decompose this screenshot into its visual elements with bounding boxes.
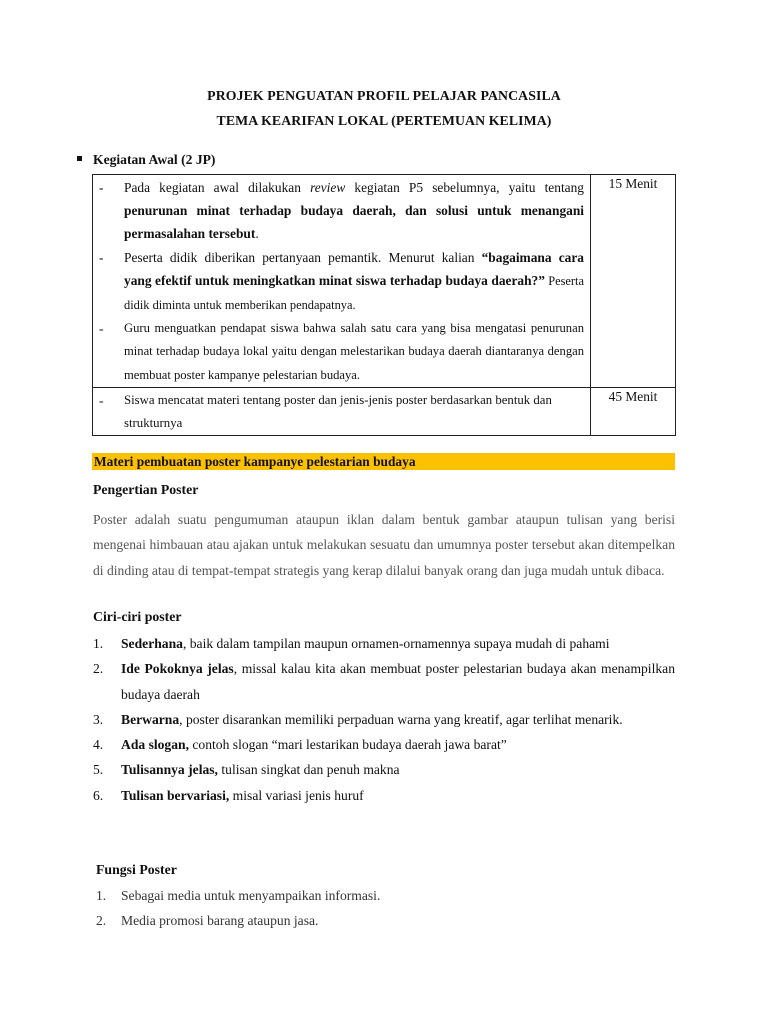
list-item bbox=[93, 631, 675, 656]
heading-fungsi-poster: Fungsi Poster bbox=[96, 862, 177, 877]
activity-item bbox=[99, 317, 584, 387]
duration-cell: 15 Menit bbox=[591, 175, 676, 388]
list-item bbox=[93, 783, 675, 808]
list-item bbox=[93, 757, 675, 782]
list-item-text: , poster disarankan memiliki perpaduan warna yang kreatif, agar terlihat menarik. bbox=[179, 711, 623, 727]
activity-table bbox=[92, 174, 676, 436]
fungsi-list bbox=[96, 884, 675, 933]
list-item bbox=[96, 909, 675, 934]
document-subtitle: TEMA KEARIFAN LOKAL (PERTEMUAN KELIMA) bbox=[216, 113, 552, 128]
list-number: 1. bbox=[93, 636, 104, 651]
list-item-text: tulisan singkat dan penuh makna bbox=[217, 762, 400, 778]
activity-text: Peserta didik diberikan pertanyaan pemantik. Menurut kalian bbox=[124, 249, 482, 265]
list-item-text: misal variasi jenis huruf bbox=[229, 787, 364, 803]
paragraph-pengertian: Poster adalah suatu pengumuman ataupun iklan dalam bentuk gambar ataupun tulisan yang berisi mengenai himbauan atau ajakan untuk melakukan sesuatu dan umumnya poster tersebut akan ditempelkan di dinding atau di tempat-tempat strategis yang kerap dilalui banyak orang dan juga mudah untuk dibaca. bbox=[93, 512, 675, 578]
list-item-bold: Berwarna bbox=[121, 711, 180, 727]
list-item bbox=[93, 732, 675, 757]
heading-pengertian-poster: Pengertian Poster bbox=[93, 482, 199, 497]
activity-text-italic: review bbox=[310, 180, 346, 195]
list-number: 3. bbox=[93, 711, 104, 727]
activity-description-cell bbox=[93, 175, 591, 388]
list-item-bold: Tulisannya jelas, bbox=[121, 762, 218, 778]
list-item-text: contoh slogan “mari lestarikan budaya daerah jawa barat” bbox=[189, 737, 507, 753]
activity-text-bold: “bagaimana cara yang efektif untuk meningkatkan minat siswa terhadap budaya daerah?” bbox=[124, 249, 584, 288]
list-item-text: , baik dalam tampilan maupun ornamen-ornamennya supaya mudah di pahami bbox=[182, 636, 610, 651]
list-dash: - bbox=[99, 249, 104, 265]
list-item-bold: Sederhana bbox=[121, 636, 183, 651]
list-item-text: Sebagai media untuk menyampaikan informasi. bbox=[121, 888, 381, 903]
section-heading-text: Kegiatan Awal (2 JP) bbox=[93, 152, 216, 167]
heading-ciri-poster: Ciri-ciri poster bbox=[93, 609, 182, 624]
activity-text: kegiatan P5 sebelumnya, yaitu tentang bbox=[345, 180, 584, 195]
table-row bbox=[93, 387, 676, 435]
activity-text: Siswa mencatat materi tentang poster dan jenis-jenis poster berdasarkan bentuk dan strukturnya bbox=[124, 392, 552, 431]
list-item-text: , missal kalau kita akan membuat poster pelestarian budaya akan menampilkan budaya daerah bbox=[121, 661, 675, 702]
highlighted-heading-materi: Materi pembuatan poster kampanye pelestarian budaya bbox=[92, 453, 675, 470]
list-item-bold: Ide Pokoknya jelas bbox=[121, 661, 234, 677]
activity-text-bold: penurunan minat terhadap budaya daerah, dan solusi untuk menangani permasalahan tersebut bbox=[124, 203, 584, 242]
document-title: PROJEK PENGUATAN PROFIL PELAJAR PANCASILA bbox=[207, 88, 561, 103]
activity-item bbox=[99, 176, 584, 246]
list-item-text: Media promosi barang ataupun jasa. bbox=[121, 912, 319, 928]
list-item bbox=[96, 884, 675, 909]
list-dash: - bbox=[99, 392, 104, 408]
list-number: 4. bbox=[93, 737, 104, 753]
duration-cell: 45 Menit bbox=[591, 387, 676, 435]
list-number: 2. bbox=[93, 661, 104, 677]
table-row bbox=[93, 175, 676, 388]
list-dash: - bbox=[99, 321, 104, 337]
list-number: 5. bbox=[93, 762, 104, 778]
activity-item bbox=[99, 246, 584, 318]
section-heading-kegiatan-awal bbox=[77, 152, 215, 168]
activity-text: Pada kegiatan awal dilakukan bbox=[124, 180, 311, 195]
activity-description-cell bbox=[93, 387, 591, 435]
list-number: 2. bbox=[96, 912, 107, 928]
list-item bbox=[93, 707, 675, 732]
activity-item bbox=[99, 389, 584, 435]
list-number: 6. bbox=[93, 787, 104, 803]
list-item bbox=[93, 656, 675, 707]
ciri-list bbox=[93, 631, 675, 808]
list-item-bold: Ada slogan, bbox=[121, 737, 189, 753]
activity-text: Peserta didik diminta untuk memberikan pendapatnya. bbox=[124, 273, 584, 313]
square-bullet-icon bbox=[77, 156, 82, 161]
list-dash: - bbox=[99, 180, 104, 195]
activity-text: . bbox=[255, 226, 259, 242]
list-item-bold: Tulisan bervariasi, bbox=[121, 787, 230, 803]
list-number: 1. bbox=[96, 888, 107, 903]
activity-text: Guru menguatkan pendapat siswa bahwa salah satu cara yang bisa mengatasi penurunan minat terhadap budaya lokal yaitu dengan melestarikan budaya daerah diantaranya dengan membuat poster kampanye pelestarian budaya. bbox=[124, 321, 584, 382]
